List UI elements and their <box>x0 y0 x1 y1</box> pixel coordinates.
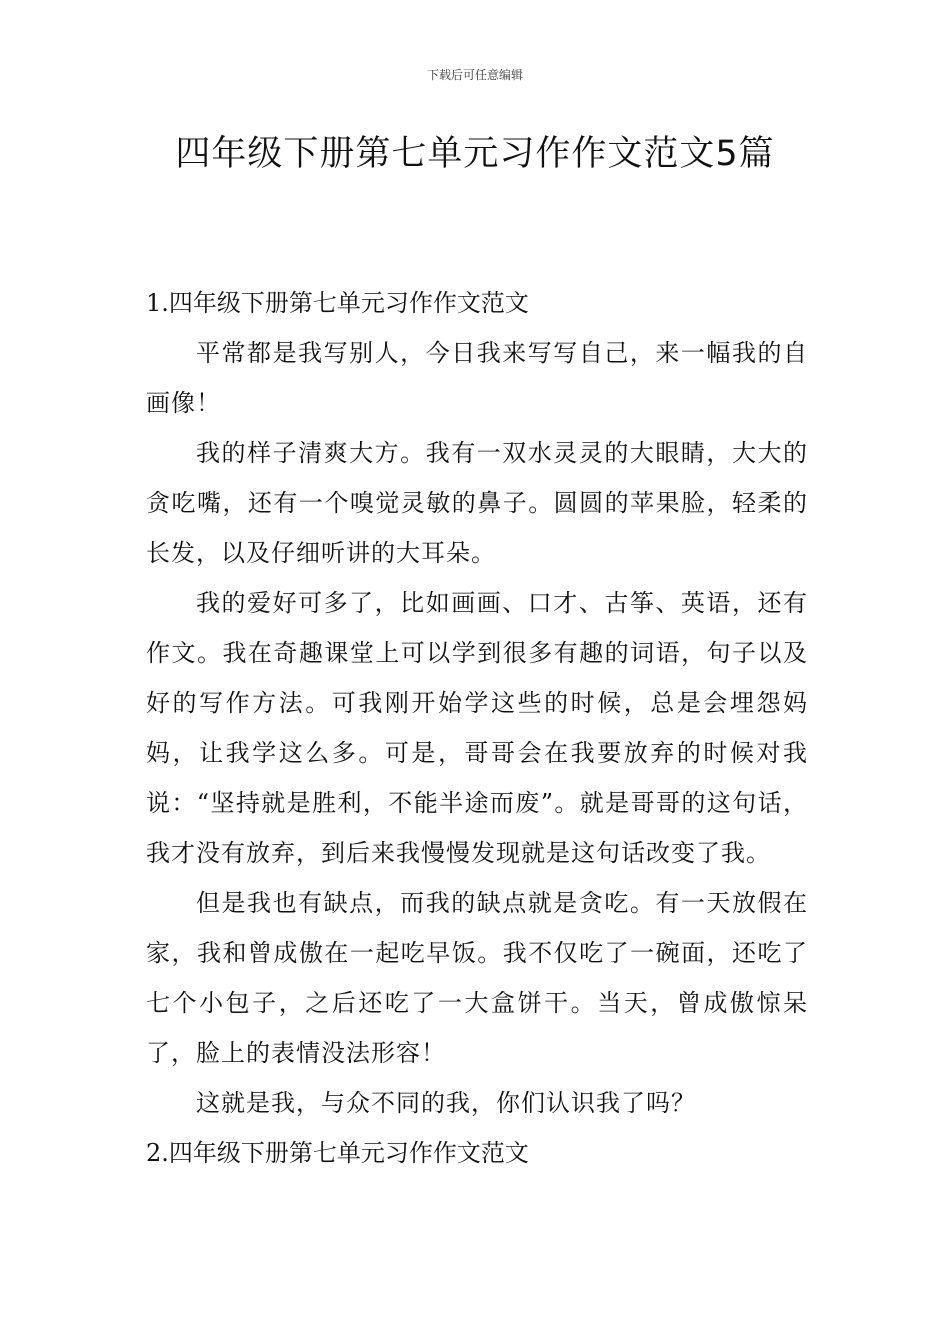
paragraph: 我的样子清爽大方。我有一双水灵灵的大眼睛，大大的贪吃嘴，还有一个嗅觉灵敏的鼻子。圆圆的苹果脸，轻柔的长发，以及仔细听讲的大耳朵。 <box>146 439 808 567</box>
paragraph: 但是我也有缺点，而我的缺点就是贪吃。有一天放假在家，我和曾成傲在一起吃早饭。我不仅吃了一碗面，还吃了七个小包子，之后还吃了一大盒饼干。当天，曾成傲惊呆了，脸上的表情没法形容！ <box>146 889 808 1067</box>
document-title: 四年级下册第七单元习作作文范文5篇 <box>175 134 775 174</box>
paragraph: 平常都是我写别人，今日我来写写自己，来一幅我的自画像！ <box>146 339 808 417</box>
section-heading-1: 1.四年级下册第七单元习作作文范文 <box>146 289 529 317</box>
paragraph: 这就是我，与众不同的我，你们认识我了吗？ <box>196 1089 696 1117</box>
paragraph: 我的爱好可多了，比如画画、口才、古筝、英语，还有作文。我在奇趣课堂上可以学到很多有趣的词语，句子以及好的写作方法。可我刚开始学这些的时候，总是会埋怨妈妈，让我学这么多。可是，哥哥会在我要放弃的时候对我说：“坚持就是胜利，不能半途而废”。就是哥哥的这句话，我才没有放弃，到后来我慢慢发现就是这句话改变了我。 <box>146 589 808 867</box>
section-heading-2: 2.四年级下册第七单元习作作文范文 <box>146 1139 529 1167</box>
document-body <box>146 278 808 1178</box>
header-note: 下载后可任意编辑 <box>426 68 523 82</box>
